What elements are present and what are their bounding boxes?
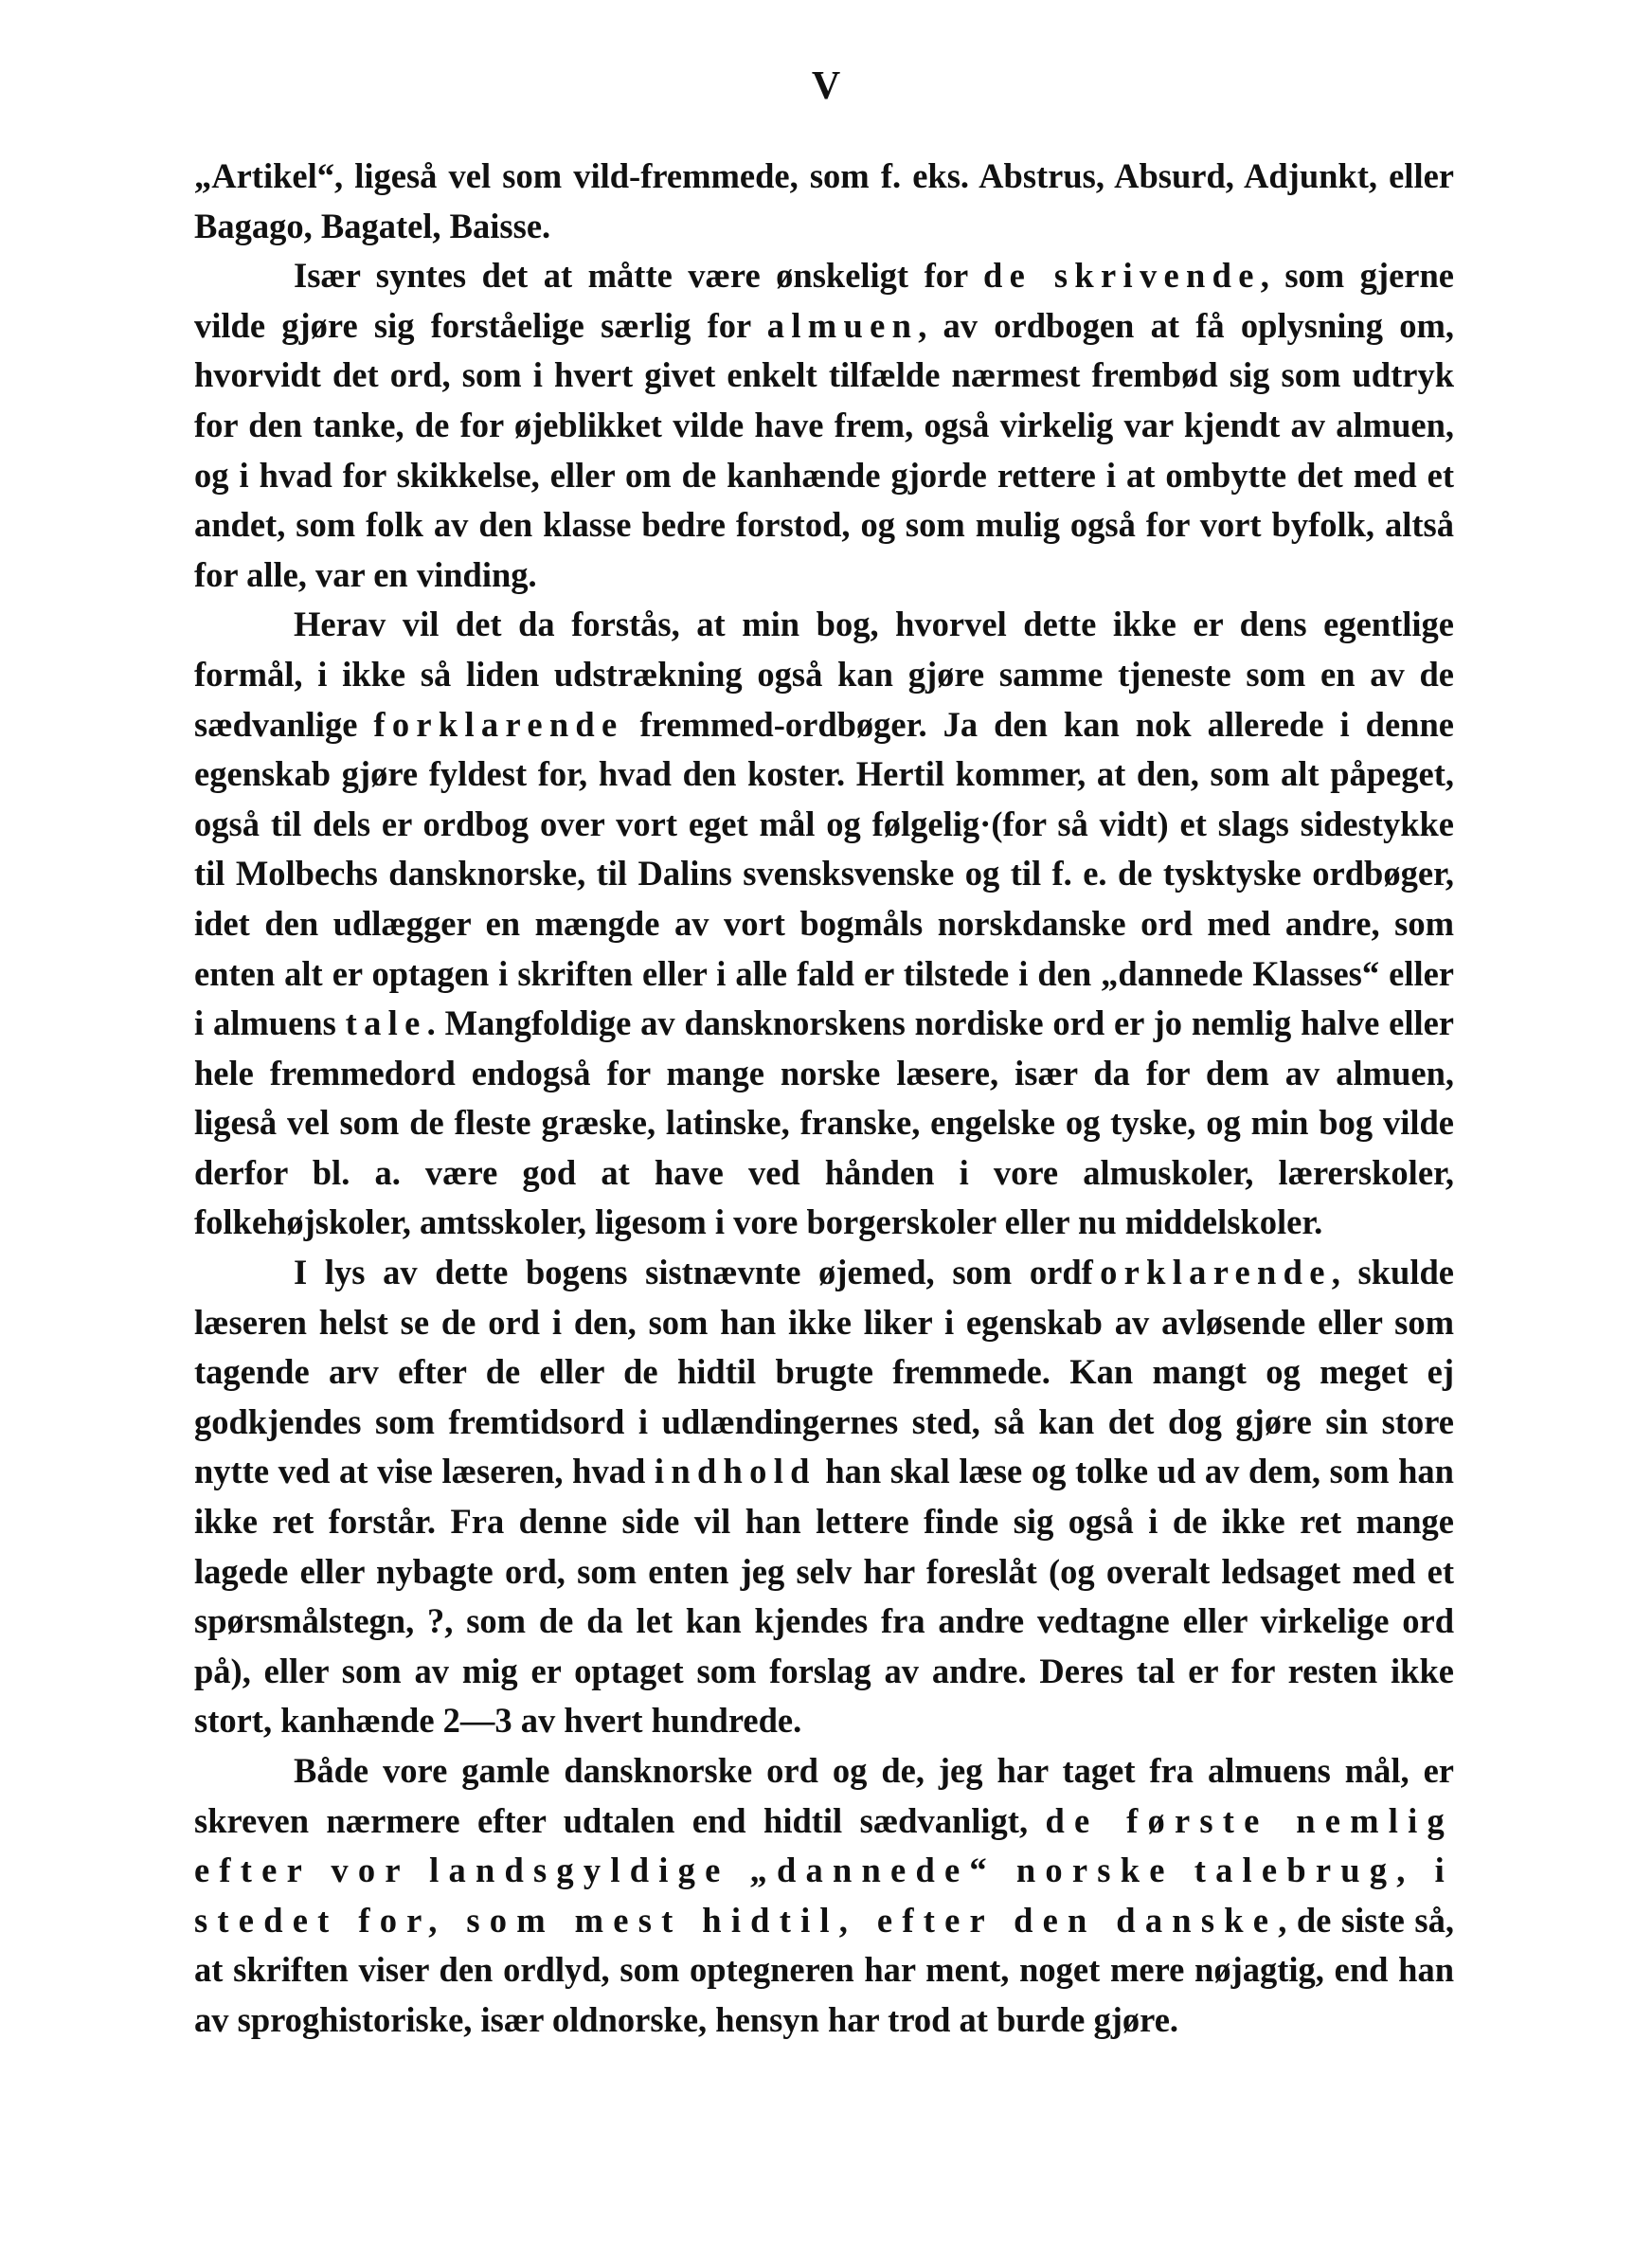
paragraph-5 <box>194 1746 1454 2046</box>
page-number: V <box>811 64 841 108</box>
text-run: Herav vil det da forstås, at min bog, hvorvel dette ikke er dens egentlige formål, i ikke så liden udstrækning også kan gjøre samme tjeneste som en av de sædvanlige <box>194 605 1454 744</box>
spaced-emphasis: forklarende <box>1081 1253 1332 1292</box>
spaced-emphasis: indhold <box>654 1452 817 1491</box>
text-run: , skulde læseren helst se de ord i den, som han ikke liker i egenskab av avløsende eller som tagende arv efter de eller de hidtil brugte fremmede. Kan mangt og meget ej godkjendes som fremtidsord i udlændingernes sted, så kan det dog gjøre sin store nytte ved at vise læseren, hvad <box>194 1253 1454 1491</box>
text-run: han skal læse og tolke ud av dem, som han ikke ret forstår. Fra denne side vil han lettere finde sig også i de ikke ret mange lagede eller nybagte ord, som enten jeg selv har foreslåt (og overalt ledsaget med et spørsmålstegn, ?, som de da let kan kjendes fra andre vedtagne eller virkelige ord på), eller som av mig er optaget som forslag av andre. Deres tal er for resten ikke stort, kanhænde 2—3 av hvert hundrede. <box>194 1452 1454 1741</box>
text-run: , av ordbogen at få oplysning om, hvorvidt det ord, som i hvert givet enkelt tilfælde nærmest frembød sig som udtryk for den tanke, de for øjeblikket vilde have frem, også virkelig var kjendt av almuen, og i hvad for skikkelse, eller om de kanhænde gjorde rettere i at ombytte det med et andet, som folk av den klasse bedre forstod, og som mulig også for vort byfolk, altså for alle, var en vinding. <box>194 305 1454 594</box>
text-run: Især syntes det at måtte være ønskeligt for <box>294 256 984 296</box>
spaced-emphasis: tale <box>345 1003 427 1043</box>
paragraph-1 <box>194 152 1454 251</box>
spaced-emphasis: almuen <box>766 305 919 345</box>
spaced-emphasis: forklarende <box>373 704 624 744</box>
paragraph-3 <box>194 600 1454 1248</box>
paragraph-4 <box>194 1248 1454 1746</box>
paragraph-2 <box>194 251 1454 600</box>
text-run: . Mangfoldige av dansknorskens nordiske ord er jo nemlig halve eller hele fremmedord endogså for mange norske læsere, især da for dem av almuen, ligeså vel som de fleste græske, latinske, franske, engelske og tyske, og min bog vilde derfor bl. a. være god at have ved hånden i vore almuskoler, lærerskoler, folkehøjskoler, amtsskoler, ligesom i vore borgerskoler eller nu middelskoler. <box>194 1003 1454 1242</box>
text-run: Både vore gamle dansknorske ord og de, jeg har taget fra almuens mål, er skreven nærmere efter udtalen end hidtil sædvanligt, <box>194 1751 1454 1840</box>
text-run: , de siste så, at skriften viser den ordlyd, som optegneren har ment, noget mere nøjagtig, end han av sproghistoriske, især oldnorske, hensyn har trod at burde gjøre. <box>194 1900 1454 2039</box>
text-run: fremmed-ordbøger. Ja den kan nok allerede i denne egenskab gjøre fyldest for, hvad den koster. Hertil kommer, at den, som alt påpeget, også til dels er ordbog over vort eget mål og følgelig·(for så vidt) et slags sidestykke til Molbechs dansknorske, til Dalins svensksvenske og til f. e. de tysktyske ordbøger, idet den udlægger en mængde av vort bogmåls norskdanske ord med andre, som enten alt er optagen i skriften eller i alle fald er tilstede i den „dannede Klasses“ eller i almuens <box>194 704 1454 1043</box>
text-run: I lys av dette bogens sistnævnte øjemed, som ord <box>294 1253 1082 1292</box>
text-body <box>194 152 1454 2046</box>
spaced-emphasis: de skrivende <box>983 256 1261 296</box>
spaced-emphasis: de første nemlig efter vor landsgyldige „dannede“ norske talebrug, i stedet for, som mest hidtil, efter den danske <box>194 1800 1454 1940</box>
text-run: , som gjerne vilde gjøre sig forståelige særlig for <box>194 256 1454 345</box>
text-run: „Artikel“, ligeså vel som vild-fremmede, som f. eks. Abstrus, Absurd, Adjunkt, eller Bagago, Bagatel, Baisse. <box>194 156 1454 245</box>
